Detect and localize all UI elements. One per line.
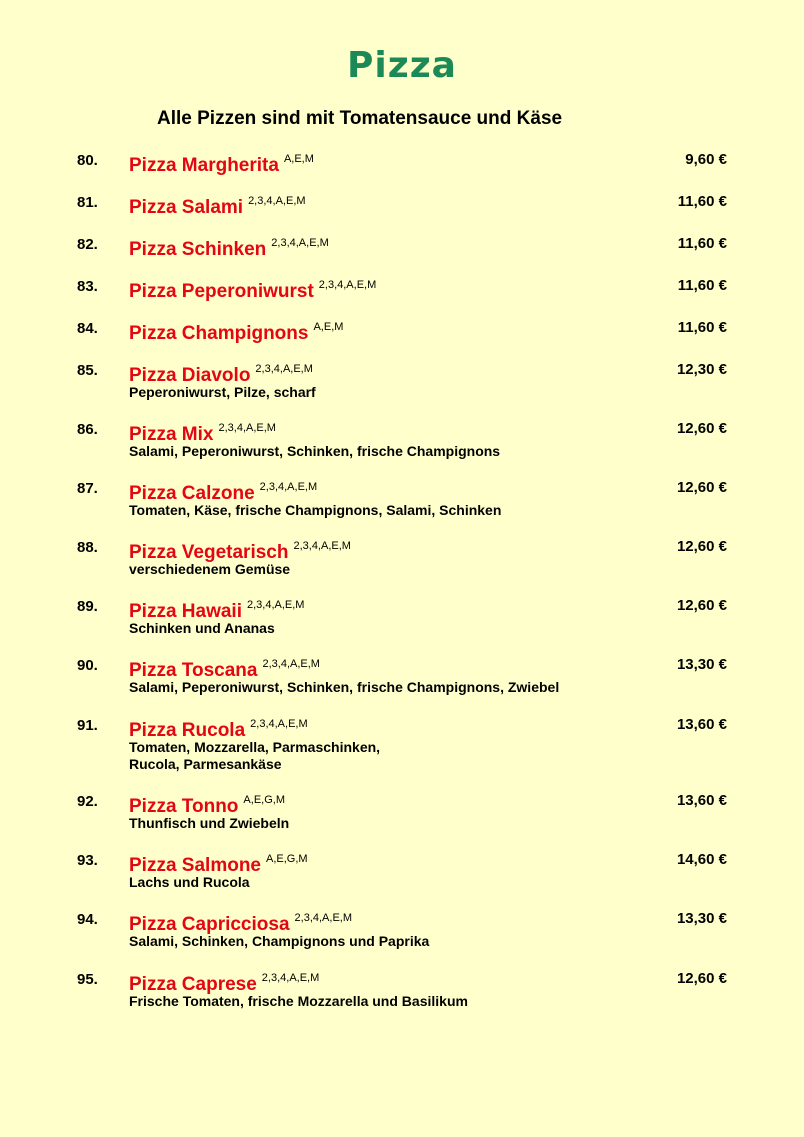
item-allergens: A,E,G,M: [243, 794, 285, 806]
item-price: 12,60 €: [676, 538, 727, 555]
item-price: 13,30 €: [676, 656, 727, 673]
item-price: 12,30 €: [676, 361, 727, 378]
item-number: 83.: [77, 278, 98, 295]
item-name: Pizza Salami $^{2,3,4,A,E,M}$: [129, 195, 306, 218]
item-number: 84.: [77, 320, 98, 337]
item-name: Pizza Hawaii $^{2,3,4,A,E,M}$: [129, 599, 305, 622]
item-price: 13,30 €: [676, 910, 727, 927]
item-price: 12,60 €: [676, 597, 727, 614]
item-number: 87.: [77, 480, 98, 497]
item-price: 13,60 €: [676, 792, 727, 809]
item-name: Pizza Rucola $^{2,3,4,A,E,M}$: [129, 718, 308, 741]
item-allergens: 2,3,4,A,E,M: [293, 540, 351, 552]
item-description: Thunfisch und Zwiebeln: [129, 815, 290, 831]
item-name: Pizza Mix $^{2,3,4,A,E,M}$: [129, 422, 276, 445]
item-description: Tomaten, Mozzarella, Parmaschinken,: [129, 739, 381, 755]
item-name: Pizza Caprese $^{2,3,4,A,E,M}$: [129, 972, 320, 995]
item-number: 88.: [77, 539, 98, 556]
item-description: Salami, Peperoniwurst, Schinken, frische Champignons, Zwiebel: [129, 679, 560, 695]
item-number: 82.: [77, 236, 98, 253]
item-number: 92.: [77, 793, 98, 810]
item-number: 91.: [77, 717, 98, 734]
item-price: 12,60 €: [676, 479, 727, 496]
item-allergens: 2,3,4,A,E,M: [255, 363, 313, 375]
item-price: 11,60 €: [677, 277, 727, 294]
item-allergens: A,E,M: [313, 321, 344, 333]
page-title: Pizza: [347, 45, 457, 86]
item-name: Pizza Toscana $^{2,3,4,A,E,M}$: [129, 658, 320, 681]
item-allergens: 2,3,4,A,E,M: [248, 195, 306, 207]
item-name: Pizza Calzone $^{2,3,4,A,E,M}$: [129, 481, 318, 504]
item-allergens: 2,3,4,A,E,M: [259, 481, 318, 493]
item-description: Peperoniwurst, Pilze, scharf: [129, 384, 316, 400]
item-description: Schinken und Ananas: [129, 620, 275, 636]
item-allergens: 2,3,4,A,E,M: [294, 912, 353, 924]
item-name: Pizza Salmone $^{A,E,G,M}$: [129, 853, 308, 876]
item-name: Pizza Schinken $^{2,3,4,A,E,M}$: [129, 237, 329, 260]
item-allergens: 2,3,4,A,E,M: [218, 422, 276, 434]
item-allergens: 2,3,4,A,E,M: [261, 972, 320, 984]
item-description-line-2: Rucola, Parmesankäse: [129, 756, 282, 772]
item-description: Tomaten, Käse, frische Champignons, Salami, Schinken: [129, 502, 502, 518]
item-name: Pizza Margherita $^{A,E,M}$: [129, 153, 314, 176]
item-name: Pizza Capricciosa $^{2,3,4,A,E,M}$: [129, 912, 353, 935]
item-price: 13,60 €: [676, 716, 727, 733]
item-name: Pizza Tonno $^{A,E,G,M}$: [129, 794, 285, 817]
item-number: 86.: [77, 421, 98, 438]
item-price: 11,60 €: [677, 193, 727, 210]
item-price: 14,60 €: [676, 851, 727, 868]
item-number: 93.: [77, 852, 98, 869]
item-name: Pizza Diavolo $^{2,3,4,A,E,M}$: [129, 363, 313, 386]
item-allergens: 2,3,4,A,E,M: [250, 718, 308, 730]
item-allergens: A,E,M: [283, 153, 314, 165]
item-name: Pizza Vegetarisch $^{2,3,4,A,E,M}$: [129, 540, 351, 563]
item-allergens: 2,3,4,A,E,M: [318, 279, 377, 291]
item-price: 11,60 €: [677, 235, 727, 252]
item-description: Lachs und Rucola: [129, 874, 250, 890]
item-price: 11,60 €: [677, 319, 727, 336]
item-number: 90.: [77, 657, 98, 674]
item-price: 9,60 €: [685, 151, 727, 168]
item-allergens: A,E,G,M: [266, 853, 308, 865]
item-allergens: 2,3,4,A,E,M: [262, 658, 320, 670]
item-description: Salami, Schinken, Champignons und Paprika: [129, 933, 430, 949]
item-description: Salami, Peperoniwurst, Schinken, frische Champignons: [129, 443, 501, 459]
item-name: Pizza Champignons $^{A,E,M}$: [129, 321, 344, 344]
item-number: 81.: [77, 194, 98, 211]
item-number: 89.: [77, 598, 98, 615]
item-number: 85.: [77, 362, 98, 379]
menu-subtitle: Alle Pizzen sind mit Tomatensauce und Käse: [157, 108, 563, 129]
item-number: 80.: [77, 152, 98, 169]
item-price: 12,60 €: [676, 420, 727, 437]
item-number: 95.: [77, 971, 98, 988]
item-name: Pizza Peperoniwurst $^{2,3,4,A,E,M}$: [129, 279, 377, 302]
item-allergens: 2,3,4,A,E,M: [247, 599, 305, 611]
item-description: Frische Tomaten, frische Mozzarella und Basilikum: [129, 993, 468, 1009]
item-allergens: 2,3,4,A,E,M: [271, 237, 329, 249]
item-description: verschiedenem Gemüse: [129, 561, 291, 577]
item-number: 94.: [77, 911, 98, 928]
item-price: 12,60 €: [676, 970, 727, 987]
